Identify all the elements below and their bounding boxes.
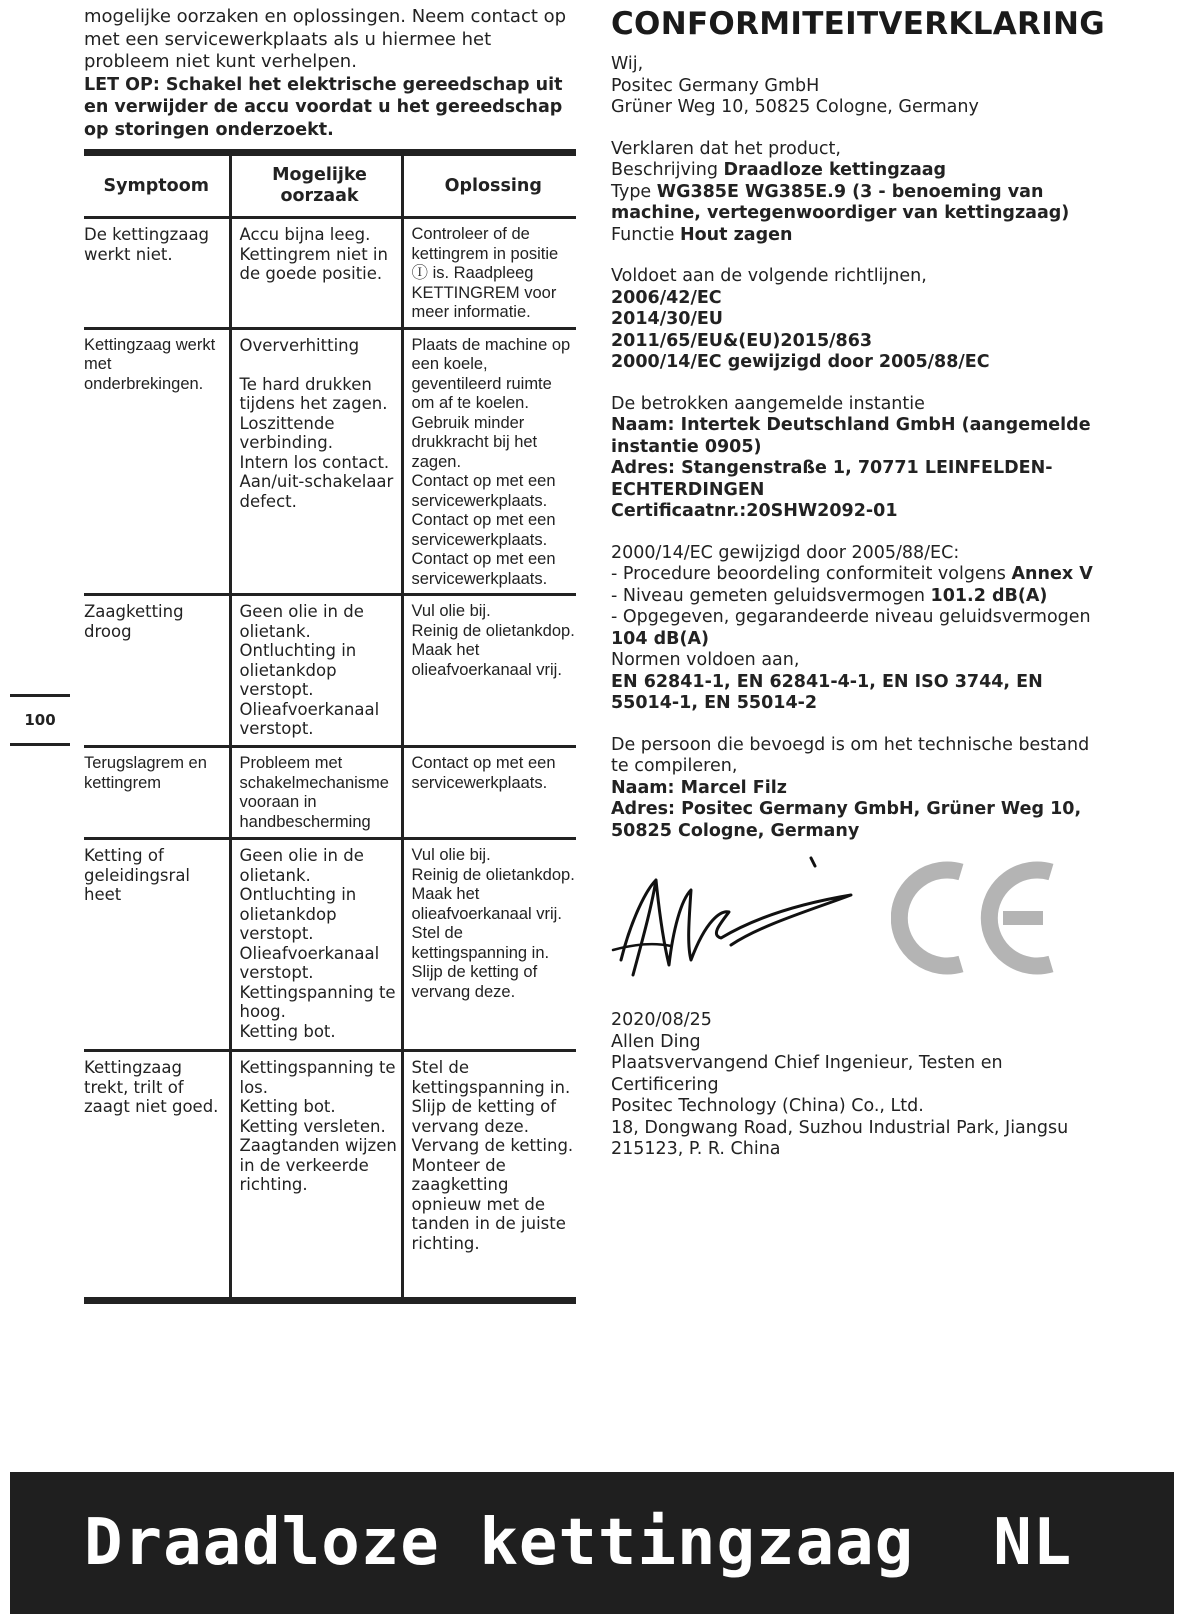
notified-address: Adres: Stangenstraße 1, 70771 LEINFELDEN-ECHTERDINGEN	[611, 458, 1053, 500]
noise-block	[611, 543, 1111, 715]
we-text: Wij,	[611, 54, 644, 74]
symptom-cell: De kettingzaag werkt niet.	[84, 225, 210, 264]
certificate-number: Certificaatnr.:20SHW2092-01	[611, 501, 898, 521]
cause-cell: Kettingspanning te los. Ketting bot. Ketting versleten. Zaagtanden wijzen in de verkeerde richting.	[230, 1051, 402, 1301]
directive-item: 2006/42/EC	[611, 287, 722, 308]
noise-intro: 2000/14/EC gewijzigd door 2005/88/EC:	[611, 542, 960, 563]
function-label: Functie	[611, 224, 675, 245]
cause-cell: Accu bijna leeg. Kettingrem niet in de goede positie.	[230, 218, 402, 329]
function-value: Hout zagen	[679, 224, 793, 245]
table-header-row	[84, 153, 576, 218]
table-row	[84, 218, 576, 329]
noise-guaranteed-label: - Opgegeven, gegarandeerde niveau geluidsvermogen	[611, 607, 1091, 627]
page-number: 100	[10, 694, 70, 746]
standards-list: EN 62841-1, EN 62841-4-1, EN ISO 3744, EN 55014-1, EN 55014-2	[611, 671, 1043, 713]
table-row	[84, 747, 576, 839]
table-row	[84, 839, 576, 1051]
tech-address: Adres: Positec Germany GmbH, Grüner Weg 10, 50825 Cologne, Germany	[611, 799, 1082, 841]
solution-cell: Contact op met een servicewerkplaats.	[402, 747, 576, 839]
description-label: Beschrijving	[611, 160, 718, 180]
standards-intro: Normen voldoen aan,	[611, 650, 800, 670]
declaration-date: 2020/08/25	[611, 1010, 712, 1030]
noise-procedure-label: - Procedure beoordeling conformiteit volgens	[611, 564, 1006, 584]
solution-cell: Vul olie bij. Reinig de olietankdop. Maak het olieafvoerkanaal vrij.	[402, 595, 576, 747]
signer-role: Plaatsvervangend Chief Ingenieur, Testen en Certificering	[611, 1053, 1003, 1095]
cause-cell: Geen olie in de olietank. Ontluchting in olietankdop verstopt. Olieafvoerkanaal verstopt. Kettingspanning te hoog. Ketting bot.	[230, 839, 402, 1051]
signer-address: 18, Dongwang Road, Suzhou Industrial Park, Jiangsu 215123, P. R. China	[611, 1117, 1069, 1159]
type-value: WG385E WG385E.9 (3 - benoeming van machine, vertegenwoordiger van kettingzaag)	[611, 181, 1070, 223]
footer-title: Draadloze kettingzaag NL	[84, 1506, 1073, 1580]
declaration-column	[611, 6, 1111, 1181]
symptom-cell: Ketting of geleidingsral heet	[84, 839, 230, 1051]
ce-mark-icon	[891, 858, 1061, 978]
table-row	[84, 328, 576, 595]
troubleshooting-table	[84, 149, 576, 1304]
product-block	[611, 139, 1111, 247]
technical-file-block	[611, 735, 1111, 843]
footer-banner	[10, 1472, 1174, 1614]
cause-cell: Probleem met schakelmechanisme vooraan in handbescherming	[230, 747, 402, 839]
solution-cell: Stel de kettingspanning in. Slijp de ketting of vervang deze. Vervang de ketting. Monteer de zaagketting opnieuw met de tanden in de juiste richting.	[402, 1051, 576, 1301]
solution-cell: Vul olie bij. Reinig de olietankdop. Maak het olieafvoerkanaal vrij. Stel de kettingspanning in. Slijp de ketting of vervang deze.	[402, 839, 576, 1051]
table-row	[84, 1051, 576, 1301]
symptom-cell: Zaagketting droog	[84, 595, 230, 747]
company-name: Positec Germany GmbH	[611, 75, 820, 96]
declare-text: Verklaren dat het product,	[611, 138, 841, 159]
notified-body-block	[611, 394, 1111, 523]
tech-name: Naam: Marcel Filz	[611, 777, 787, 798]
notified-intro: De betrokken aangemelde instantie	[611, 393, 925, 414]
signer-name: Allen Ding	[611, 1031, 701, 1052]
company-address: Grüner Weg 10, 50825 Cologne, Germany	[611, 97, 979, 117]
signer-company: Positec Technology (China) Co., Ltd.	[611, 1096, 924, 1116]
intro-paragraph: mogelijke oorzaken en oplossingen. Neem contact op met een servicewerkplaats als u hiermee het probleem niet kunt verhelpen.	[84, 6, 567, 72]
signature-area	[611, 846, 1111, 1006]
header-cause: Mogelijke oorzaak	[230, 153, 402, 218]
symptom-cell: Kettingzaag trekt, trilt of zaagt niet goed.	[84, 1051, 230, 1301]
noise-measured-value: 101.2 dB(A)	[930, 585, 1048, 606]
noise-procedure-value: Annex V	[1011, 564, 1093, 584]
noise-measured-label: - Niveau gemeten geluidsvermogen	[611, 585, 925, 606]
directive-item: 2014/30/EU	[611, 309, 724, 329]
intro-text	[84, 6, 580, 141]
signer-block	[611, 1010, 1111, 1161]
type-label: Type	[611, 181, 652, 202]
cause-cell: Geen olie in de olietank. Ontluchting in olietankdop verstopt. Olieafvoerkanaal verstopt.	[230, 595, 402, 747]
header-solution: Oplossing	[402, 153, 576, 218]
solution-cell: Plaats de machine op een koele, geventileerd ruimte om af te koelen. Gebruik minder drukkracht bij het zagen. Contact op met een servicewerkplaats. Contact op met een servicewerkplaats. Contact op met een servicewerkplaats.	[402, 328, 576, 595]
directive-item: 2000/14/EC gewijzigd door 2005/88/EC	[611, 352, 990, 372]
tech-intro: De persoon die bevoegd is om het technische bestand te compileren,	[611, 734, 1090, 776]
directives-intro: Voldoet aan de volgende richtlijnen,	[611, 266, 927, 286]
notified-name: Naam: Intertek Deutschland GmbH (aangemelde instantie 0905)	[611, 415, 1091, 457]
directive-item: 2011/65/EU&(EU)2015/863	[611, 330, 873, 351]
table-row	[84, 595, 576, 747]
header-symptom: Symptoom	[84, 153, 230, 218]
solution-cell: Controleer of de kettingrem in positie Ⓘ is. Raadpleeg KETTINGREM voor meer informatie.	[402, 218, 576, 329]
signature-image	[611, 850, 871, 990]
declaration-title: CONFORMITEITVERKLARING	[611, 6, 1106, 42]
noise-guaranteed-value: 104 dB(A)	[611, 628, 710, 649]
cause-cell: Oververhitting Te hard drukken tijdens het zagen. Loszittende verbinding. Intern los contact. Aan/uit-schakelaar defect.	[230, 328, 402, 595]
manufacturer-block	[611, 54, 1111, 119]
left-column	[84, 6, 580, 1304]
directives-block	[611, 266, 1111, 374]
warning-text: LET OP: Schakel het elektrische gereedschap uit en verwijder de accu voordat u het gereedschap op storingen onderzoekt.	[84, 74, 563, 140]
symptom-cell: Kettingzaag werkt met onderbrekingen.	[84, 328, 230, 595]
description-value: Draadloze kettingzaag	[723, 160, 947, 180]
symptom-cell: Terugslagrem en kettingrem	[84, 747, 230, 839]
